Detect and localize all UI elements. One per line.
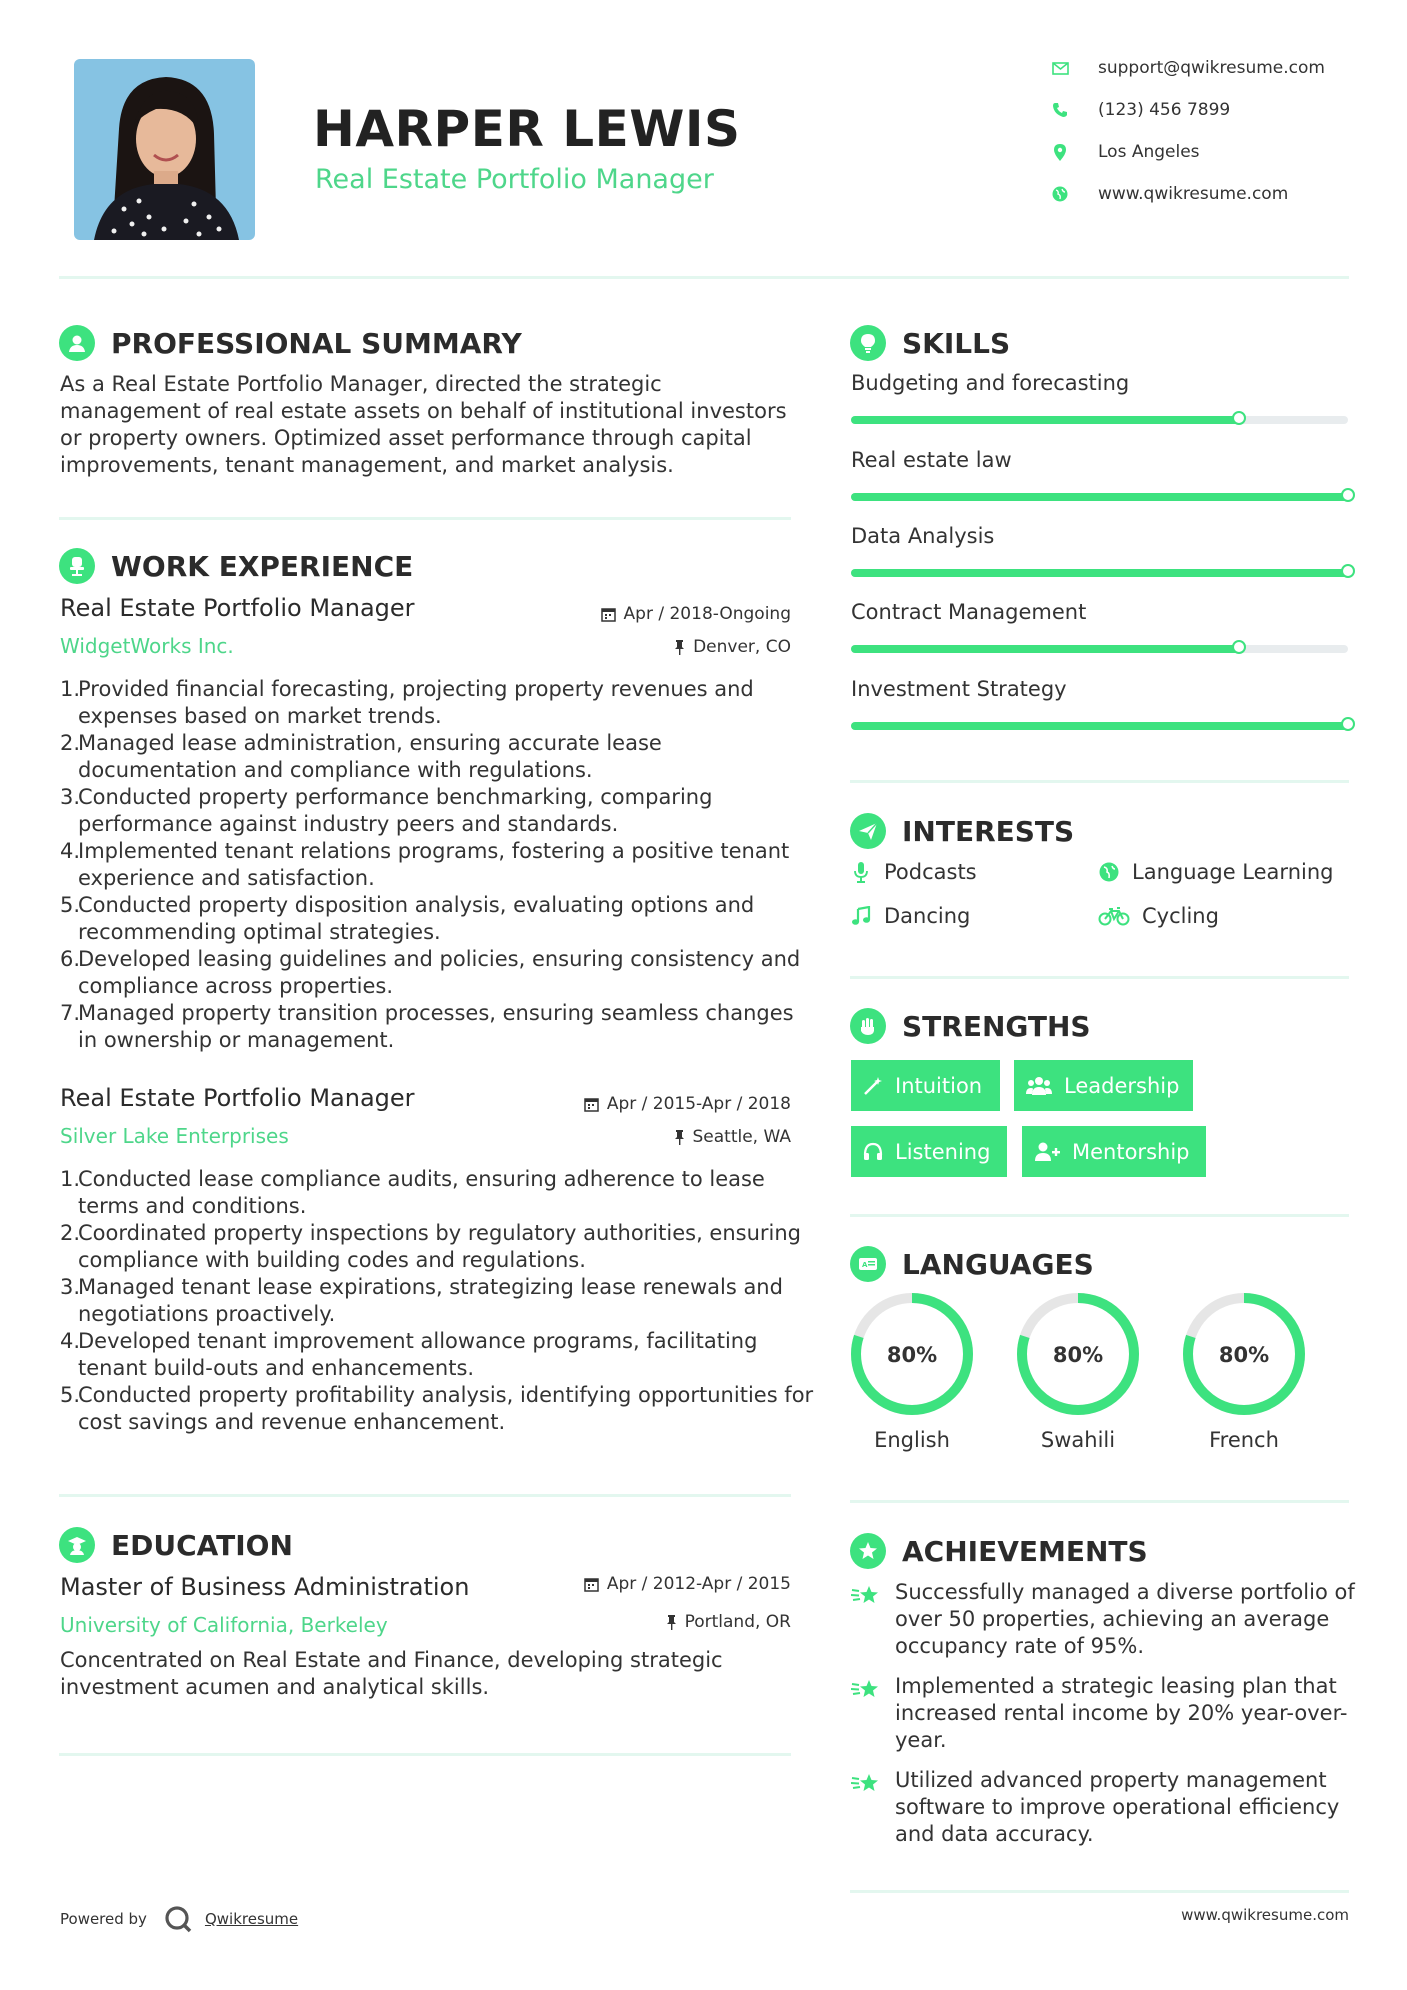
- job-title: Real Estate Portfolio Manager: [60, 1084, 415, 1112]
- list-item: 5. Conducted property profitability analysis, identifying opportunities for cost savings and revenue enhancement.: [60, 1383, 814, 1434]
- achievement-item: Implemented a strategic leasing plan that increased rental income by 20% year-over-year.: [895, 1674, 1348, 1752]
- skills-heading: SKILLS: [850, 325, 1010, 361]
- phone-icon: [1050, 100, 1070, 120]
- phone-text: (123) 456 7899: [1098, 100, 1231, 120]
- skill-bar-fill: [851, 493, 1348, 501]
- map-pin-icon: [1050, 142, 1070, 162]
- interest-item: Cycling: [1098, 904, 1219, 928]
- hand-icon: [850, 1008, 886, 1044]
- add-user-icon: [1034, 1142, 1060, 1162]
- magic-wand-icon: [863, 1076, 883, 1096]
- language-ring: [1182, 1292, 1306, 1420]
- strength-tag: Leadership: [1014, 1060, 1193, 1111]
- list-item: 5. Conducted property disposition analysis, evaluating options and recommending optimal strategies.: [60, 893, 755, 944]
- language-ring: [1016, 1292, 1140, 1420]
- skill-label: Investment Strategy: [851, 677, 1067, 701]
- interest-item: Language Learning: [1098, 860, 1333, 884]
- list-item: 2. Coordinated property inspections by regulatory authorities, ensuring compliance with building codes and regulations.: [60, 1221, 802, 1272]
- list-item: 4. Developed tenant improvement allowance programs, facilitating tenant build-outs and enhancements.: [60, 1329, 758, 1380]
- strength-tag: Mentorship: [1022, 1126, 1206, 1177]
- footer-website-link[interactable]: www.qwikresume.com: [1181, 1906, 1349, 1924]
- website-text: www.qwikresume.com: [1098, 184, 1289, 204]
- achievements-divider: [850, 1890, 1349, 1893]
- candidate-role: Real Estate Portfolio Manager: [315, 164, 714, 195]
- email-text: support@qwikresume.com: [1098, 58, 1325, 78]
- shooting-star-icon: [851, 1676, 881, 1704]
- languages-heading: A LANGUAGES: [850, 1246, 1094, 1282]
- contact-website[interactable]: [1050, 184, 1288, 204]
- achievements-heading: ACHIEVEMENTS: [850, 1533, 1148, 1569]
- company-name: Silver Lake Enterprises: [60, 1124, 289, 1148]
- globe-icon: [1050, 184, 1070, 204]
- lightbulb-icon: [850, 325, 886, 361]
- shooting-star-icon: [851, 1770, 881, 1798]
- skill-bar-knob: [1341, 564, 1355, 578]
- qwikresume-logo-icon: [163, 1904, 193, 1934]
- calendar-icon: [584, 1577, 599, 1592]
- user-icon: [59, 325, 95, 361]
- shooting-star-icon: [851, 1582, 881, 1610]
- degree-title: Master of Business Administration: [60, 1573, 470, 1601]
- globe-icon: [1098, 861, 1120, 883]
- contact-location: [1050, 142, 1200, 162]
- languages-divider: [850, 1500, 1349, 1503]
- music-note-icon: [850, 905, 872, 927]
- footer-powered-by: Powered by Qwikresume: [60, 1904, 298, 1934]
- summary-text: As a Real Estate Portfolio Manager, directed the strategic management of real estate assets on behalf of institutional investors or property owners. Optimized asset performance through capital improvements, tenant management, and market analysis.: [60, 372, 787, 477]
- list-item: 4. Implemented tenant relations programs, fostering a positive tenant experience and satisfaction.: [60, 839, 790, 890]
- education-heading: EDUCATION: [59, 1527, 293, 1563]
- graduate-icon: [59, 1527, 95, 1563]
- list-item: 2. Managed lease administration, ensuring accurate lease documentation and compliance with regulations.: [60, 731, 662, 782]
- bicycle-icon: [1098, 905, 1130, 927]
- language-percent: 80%: [886, 1343, 938, 1367]
- school-name: University of California, Berkeley: [60, 1613, 388, 1637]
- language-name: English: [874, 1428, 950, 1452]
- paper-plane-icon: [850, 813, 886, 849]
- strength-tag: Listening: [851, 1126, 1007, 1177]
- svg-text:A: A: [862, 1261, 868, 1269]
- work-heading: WORK EXPERIENCE: [59, 548, 413, 584]
- skill-label: Data Analysis: [851, 524, 995, 548]
- job-2-duties: [60, 1166, 818, 1436]
- strength-tag: Intuition: [851, 1060, 1000, 1111]
- list-item: 3. Managed tenant lease expirations, strategizing lease renewals and negotiations proactively.: [60, 1275, 783, 1326]
- language-ring: [850, 1292, 974, 1420]
- job-date: Apr / 2018-Ongoing: [601, 604, 791, 624]
- group-icon: [1026, 1076, 1052, 1096]
- education-date: Apr / 2012-Apr / 2015: [584, 1574, 791, 1594]
- star-badge-icon: [850, 1533, 886, 1569]
- list-item: 1. Conducted lease compliance audits, ensuring adherence to lease terms and conditions.: [60, 1167, 765, 1218]
- office-chair-icon: [59, 548, 95, 584]
- skill-bar-fill: [851, 722, 1348, 730]
- education-location: Portland, OR: [666, 1612, 791, 1632]
- list-item: 7. Managed property transition processes, ensuring seamless changes in ownership or management.: [60, 1001, 794, 1052]
- location-text: Los Angeles: [1098, 142, 1200, 162]
- achievement-item: Successfully managed a diverse portfolio of over 50 properties, achieving an average occupancy rate of 95%.: [895, 1580, 1355, 1658]
- calendar-icon: [601, 607, 616, 622]
- job-1-duties: [60, 676, 818, 1054]
- achievement-item: Utilized advanced property management software to improve operational efficiency and data accuracy.: [895, 1768, 1340, 1846]
- contact-phone[interactable]: [1050, 100, 1230, 120]
- candidate-name: HARPER LEWIS: [313, 100, 741, 158]
- job-location: Denver, CO: [674, 637, 791, 657]
- skill-bar-fill: [851, 569, 1348, 577]
- calendar-icon: [584, 1097, 599, 1112]
- language-percent: 80%: [1052, 1343, 1104, 1367]
- profile-photo: [74, 59, 255, 240]
- job-location: Seattle, WA: [674, 1127, 792, 1147]
- skills-divider: [850, 780, 1349, 783]
- skill-bar-knob: [1232, 411, 1246, 425]
- summary-divider: [59, 517, 791, 520]
- language-name: French: [1209, 1428, 1279, 1452]
- company-name: WidgetWorks Inc.: [60, 634, 234, 658]
- skill-bar: [851, 722, 1348, 730]
- language-card-icon: [850, 1246, 886, 1282]
- envelope-icon: [1050, 58, 1070, 78]
- qwikresume-link[interactable]: Qwikresume: [204, 1910, 299, 1928]
- language-name: Swahili: [1040, 1428, 1116, 1452]
- skill-bar-knob: [1341, 717, 1355, 731]
- education-text: Concentrated on Real Estate and Finance, developing strategic investment acumen and analytical skills.: [60, 1648, 723, 1699]
- summary-heading: PROFESSIONAL SUMMARY: [59, 325, 522, 361]
- skill-bar: [851, 569, 1348, 577]
- pin-icon: [674, 1130, 685, 1145]
- headphones-icon: [863, 1142, 883, 1162]
- skill-bar-fill: [851, 645, 1239, 653]
- strengths-heading: STRENGTHS: [850, 1008, 1091, 1044]
- interests-heading: INTERESTS: [850, 813, 1074, 849]
- strengths-divider: [850, 1214, 1349, 1217]
- skill-label: Contract Management: [851, 600, 1087, 624]
- job-title: Real Estate Portfolio Manager: [60, 594, 415, 622]
- list-item: 1. Provided financial forecasting, projecting property revenues and expenses based on market trends.: [60, 677, 754, 728]
- pin-icon: [666, 1615, 677, 1630]
- skill-bar: [851, 645, 1348, 653]
- skill-bar-knob: [1232, 640, 1246, 654]
- microphone-icon: [850, 861, 872, 883]
- list-item: 6. Developed leasing guidelines and policies, ensuring consistency and compliance across properties.: [60, 947, 801, 998]
- skill-bar: [851, 493, 1348, 501]
- skill-label: Real estate law: [851, 448, 1012, 472]
- list-item: 3. Conducted property performance benchmarking, comparing performance against industry peers and standards.: [60, 785, 713, 836]
- work-divider: [59, 1494, 791, 1497]
- interest-item: Podcasts: [850, 860, 977, 884]
- interest-item: Dancing: [850, 904, 970, 928]
- interests-divider: [850, 976, 1349, 979]
- skill-bar-fill: [851, 416, 1239, 424]
- job-date: Apr / 2015-Apr / 2018: [584, 1094, 791, 1114]
- education-divider: [59, 1753, 791, 1756]
- language-percent: 80%: [1218, 1343, 1270, 1367]
- skill-bar-knob: [1341, 488, 1355, 502]
- contact-email[interactable]: [1050, 58, 1325, 78]
- skill-label: Budgeting and forecasting: [851, 371, 1130, 395]
- skill-bar: [851, 416, 1348, 424]
- header-divider: [59, 276, 1349, 279]
- pin-icon: [674, 640, 685, 655]
